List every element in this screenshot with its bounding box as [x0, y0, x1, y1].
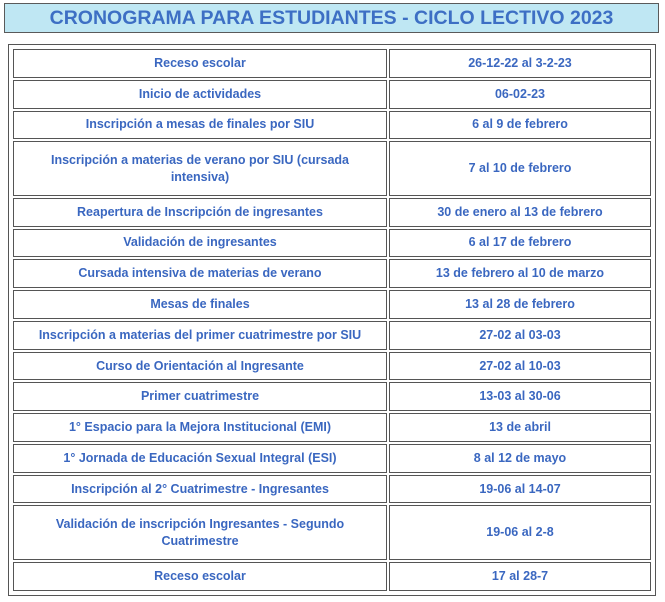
page-title: CRONOGRAMA PARA ESTUDIANTES - CICLO LECTIVO 2023 — [49, 6, 614, 29]
date-cell: 19-06 al 2-8 — [389, 505, 651, 560]
date-cell: 6 al 9 de febrero — [389, 111, 651, 140]
date-cell: 27-02 al 10-03 — [389, 352, 651, 381]
table-row — [13, 111, 651, 140]
table-row — [13, 413, 651, 442]
event-cell: Primer cuatrimestre — [13, 382, 387, 411]
event-cell: Inicio de actividades — [13, 80, 387, 109]
table-row — [13, 505, 651, 560]
table-row — [13, 141, 651, 196]
schedule-table — [11, 47, 653, 593]
event-cell: Inscripción a mesas de finales por SIU — [13, 111, 387, 140]
event-cell: Validación de inscripción Ingresantes - Segundo Cuatrimestre — [13, 505, 387, 560]
event-cell: Cursada intensiva de materias de verano — [13, 259, 387, 288]
event-cell: Receso escolar — [13, 49, 387, 78]
date-cell: 19-06 al 14-07 — [389, 475, 651, 504]
table-row — [13, 229, 651, 258]
date-cell: 30 de enero al 13 de febrero — [389, 198, 651, 227]
date-cell: 8 al 12 de mayo — [389, 444, 651, 473]
event-cell: Inscripción a materias de verano por SIU (cursada intensiva) — [13, 141, 387, 196]
date-cell: 13-03 al 30-06 — [389, 382, 651, 411]
table-row — [13, 321, 651, 350]
event-cell: Inscripción al 2° Cuatrimestre - Ingresantes — [13, 475, 387, 504]
event-cell: Inscripción a materias del primer cuatrimestre por SIU — [13, 321, 387, 350]
date-cell: 13 al 28 de febrero — [389, 290, 651, 319]
date-cell: 17 al 28-7 — [389, 562, 651, 591]
date-cell: 26-12-22 al 3-2-23 — [389, 49, 651, 78]
date-cell: 7 al 10 de febrero — [389, 141, 651, 196]
date-cell: 27-02 al 03-03 — [389, 321, 651, 350]
date-cell: 06-02-23 — [389, 80, 651, 109]
table-row — [13, 562, 651, 591]
event-cell: Validación de ingresantes — [13, 229, 387, 258]
table-row — [13, 49, 651, 78]
event-cell: Receso escolar — [13, 562, 387, 591]
table-row — [13, 352, 651, 381]
date-cell: 13 de febrero al 10 de marzo — [389, 259, 651, 288]
schedule-table-container — [8, 44, 656, 596]
table-row — [13, 475, 651, 504]
table-row — [13, 259, 651, 288]
table-row — [13, 444, 651, 473]
date-cell: 13 de abril — [389, 413, 651, 442]
event-cell: 1° Jornada de Educación Sexual Integral (ESI) — [13, 444, 387, 473]
table-row — [13, 290, 651, 319]
title-banner — [4, 3, 659, 33]
schedule-table-body — [13, 49, 651, 591]
date-cell: 6 al 17 de febrero — [389, 229, 651, 258]
event-cell: Mesas de finales — [13, 290, 387, 319]
table-row — [13, 80, 651, 109]
event-cell: 1° Espacio para la Mejora Institucional (EMI) — [13, 413, 387, 442]
event-cell: Reapertura de Inscripción de ingresantes — [13, 198, 387, 227]
event-cell: Curso de Orientación al Ingresante — [13, 352, 387, 381]
table-row — [13, 198, 651, 227]
table-row — [13, 382, 651, 411]
